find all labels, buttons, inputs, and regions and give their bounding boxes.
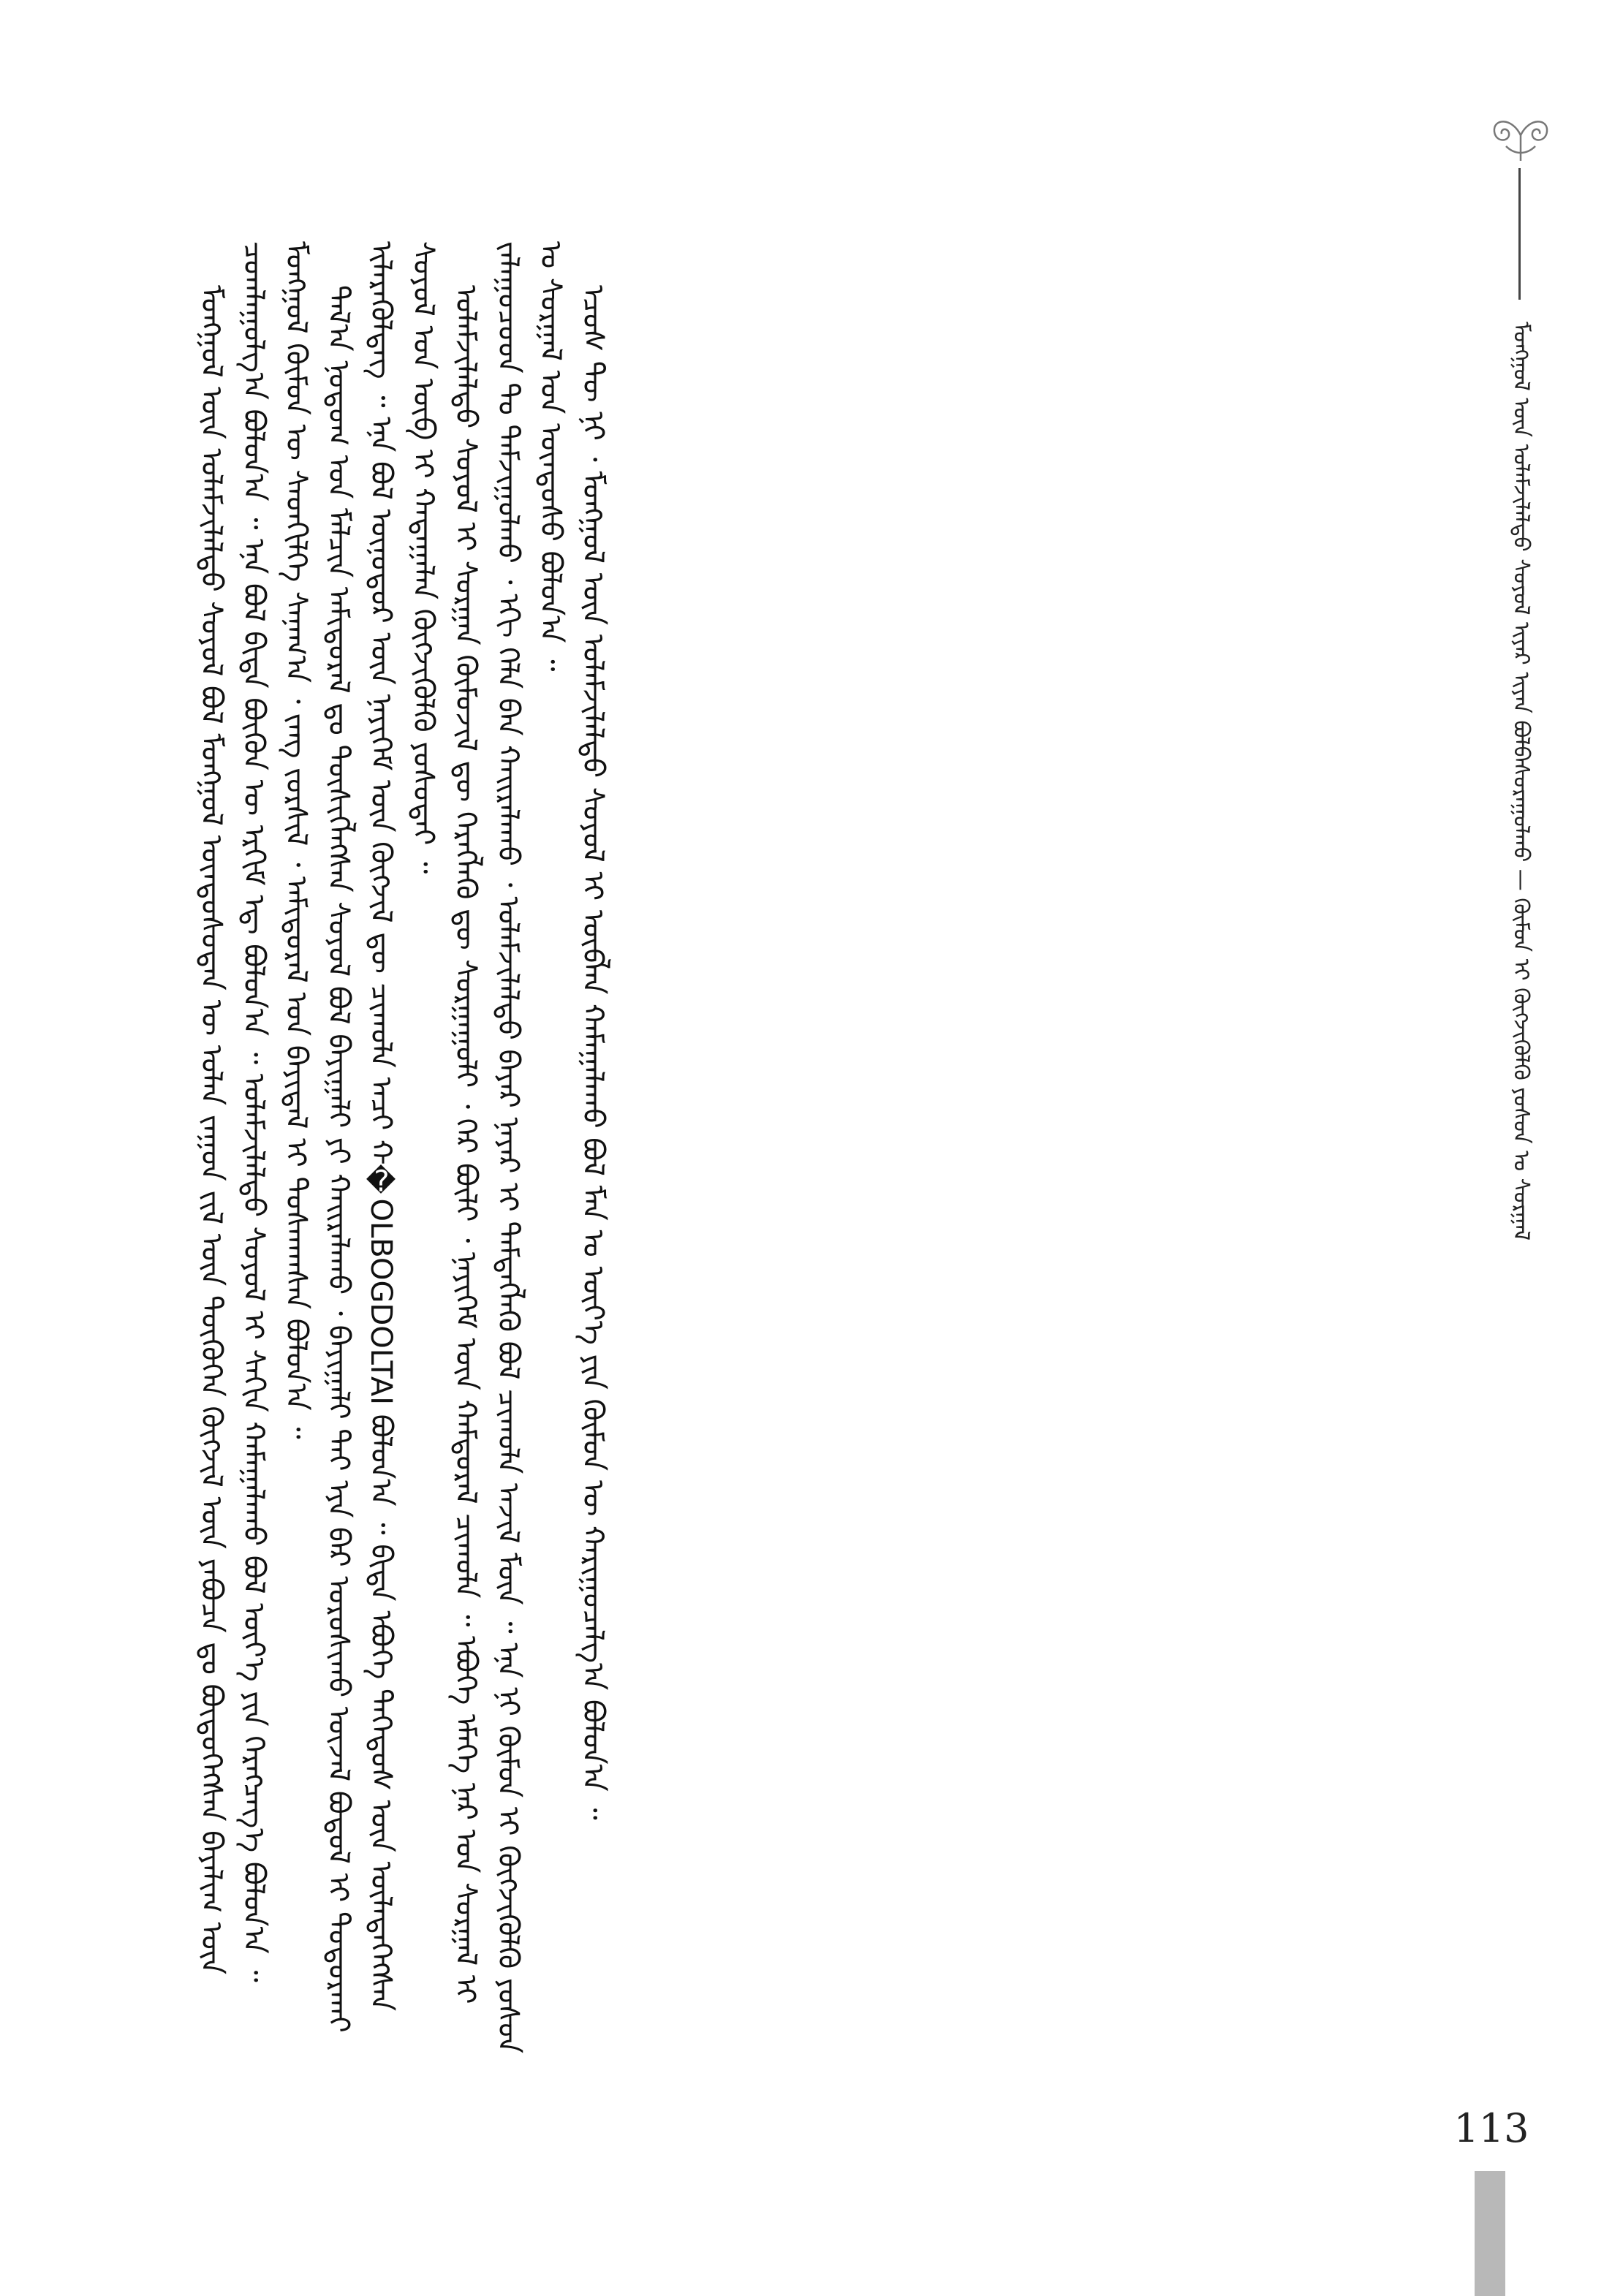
paragraph-1: ᠮᠣᠩᠭᠣᠯ ᠦᠨ ᠤᠯᠠᠮᠵᠢᠯᠠᠯᠲᠤ ᠰᠣᠶᠣᠯ ᠪᠣᠯ ᠮᠣᠩᠭᠣᠯ ᠦᠨᠳᠦᠰᠦᠲᠡᠨ ᠦ ᠣᠯᠠᠨ ᠵᠠᠭᠤᠨ ᠵᠢᠯ ᠦᠨ ᠲᠦᠭᠦᠬᠡᠨ ᠬᠥᠭᠵᠢᠯ ᠦᠨ ᠶᠠᠪᠤᠴᠠ ᠳᠤ ᠪᠦᠲᠦᠭᠡᠭᠰᠡᠨ ᠪᠠᠶᠠᠯᠢᠭ ᠦᠨ ᠴᠤᠭᠯᠠᠭᠤᠯᠭ᠎ᠠ ᠪᠣᠯᠤᠨ᠎ᠠ ᠃ ᠡᠨᠡ ᠪᠣᠯ ᠪᠢᠳᠡ ᠪᠦᠬᠦᠨ ᠦ ᠡᠷᠬᠢᠮ ᠡᠳ᠋ ᠪᠣᠯᠤᠨ᠎ᠠ ᠃ ᠤᠯᠠᠮᠵᠢᠯᠠᠯᠲᠤ ᠰᠣᠶᠣᠯ ᠢ ᠰᠠᠬᠢᠨ ᠬᠠᠮᠠᠭᠠᠯᠠᠬᠤ ᠪᠣᠯ ᠦᠶ᠎ᠡ ᠶᠢᠨ ᠬᠡᠷᠡᠭᠴᠡᠭ᠎ᠡ ᠪᠣᠯᠤᠨ᠎ᠠ ᠃ ᠮᠣᠩᠭᠣᠯ ᠬᠦᠮᠦᠨ ᠦ ᠰᠡᠳᠬᠢᠯᠭᠡ ᠰᠠᠨᠠᠭ᠎ᠠ ᠂ ᠵᠠᠩ ᠵᠤᠷᠰᠢᠯ ᠂ ᠠᠮᠢᠳᠤᠷᠠᠯ ᠤᠨ ᠪᠠᠶᠢᠳᠠᠯ ᠢ ᠲᠤᠰᠬᠠᠭᠰᠠᠨ ᠪᠣᠯᠤᠨ᠎ᠠ ᠃ (194, 241, 313, 1982)
paragraph-2: ᠲᠠᠯ᠎ᠠ ᠨᠤᠲᠤᠭ ᠤᠨ ᠮᠠᠯᠴᠢᠨ ᠠᠮᠢᠳᠤᠷᠠᠯ ᠳᠤ ᠲᠦᠰᠢᠭᠯᠡᠭᠰᠡᠨ ᠰᠣᠶᠣᠯ ᠪᠣᠯ ᠪᠠᠶᠢᠭᠠᠯᠢ ᠶᠢ ᠬᠠᠢᠷᠠᠯᠠᠬᠤ ᠂ ᠪᠠᠶᠢᠭᠠᠯᠢ ᠲᠠᠢ ᠡᠶᠡ ᠪᠡᠷ ᠣᠷᠣᠰᠢᠬᠤ ᠦᠵᠡᠯ ᠪᠣᠳᠤᠯ ᠢ ᠲᠤᠳᠤᠷᠬᠠᠢ ᠢᠯᠡᠷᠡᠭᠦᠯᠳᠡᠭ ᠃ ᠡᠨᠡ ᠪᠣᠯ ᠥᠨᠥᠳᠥᠷ ᠦᠨ ᠨᠡᠶᠢᠭᠡᠮ ᠦᠨ ᠬᠥᠭᠵᠢᠯ ᠳᠦ ᠴᠢᠬᠤᠯᠠ ᠠᠴᠢ ᠬ�OLBOGDOLTAI ᠪᠣᠯᠤᠨ᠎ᠠ ᠃ ᠪᠢᠳᠡ ᠡᠪᠦᠭᠡ ᠳᠡᠭᠡᠳᠦᠰ ᠦᠨ ᠦᠯᠡᠳᠡᠭᠡᠭᠰᠡᠨ ᠰᠣᠶᠣᠯ ᠤᠨ ᠥᠪ ᠢ ᠬᠠᠳᠠᠭᠠᠯᠠᠨ ᠬᠥᠭᠵᠢᠭᠦᠯᠬᠦ ᠶᠣᠰᠣᠲᠠᠢ ᠃ (322, 241, 440, 2033)
page-number: 113 (1453, 2105, 1529, 2151)
page-edge-tab (1475, 2171, 1505, 2296)
running-header (1477, 110, 1565, 1241)
main-text-block (190, 241, 1462, 2054)
paragraph-4: ᠡᠴᠦᠰ ᠲᠦ ᠨᠢ ᠂ ᠮᠣᠩᠭᠣᠯ ᠦᠨ ᠤᠯᠠᠮᠵᠢᠯᠠᠯᠲᠤ ᠰᠣᠶᠣᠯ ᠢ ᠥᠪᠯᠡᠨ ᠬᠠᠮᠠᠭᠠᠯᠠᠬᠤ ᠪᠣᠯ ᠮᠠᠨ ᠤ ᠦᠶ᠎ᠡ ᠶᠢᠨ ᠬᠦᠮᠦᠨ ᠦ ᠬᠠᠷᠢᠭᠤᠴᠠᠯᠭ᠎ᠠ ᠪᠣᠯᠤᠨ᠎ᠠ ᠃ (576, 285, 610, 1820)
header-title: ᠮᠣᠩᠭᠣᠯ ᠦᠨ ᠤᠯᠠᠮᠵᠢᠯᠠᠯᠲᠤ ᠰᠣᠶᠣᠯ ᠢᠶᠠᠷ ᠢᠶᠠᠨ ᠪᠣᠯᠪᠠᠰᠤᠷᠠᠭᠤᠯᠬᠤ — ᠬᠦᠮᠦᠨ ᠢ ᠬᠥᠭᠵᠢᠭᠦᠯᠬᠦ ᠶᠣᠰᠣᠨ ᠤ ᠰᠤᠷᠭᠠᠯ (1508, 322, 1534, 1241)
paragraph-3: ᠤᠯᠠᠮᠵᠢᠯᠠᠯᠲᠤ ᠰᠣᠶᠣᠯ ᠢ ᠰᠤᠷᠭᠠᠨ ᠬᠥᠮᠦᠵᠢᠯ ᠳᠦ ᠬᠡᠷᠡᠭᠯᠡᠬᠦ ᠳᠦ ᠰᠤᠷᠭᠠᠭᠤᠯᠢ ᠂ ᠭᠡᠷ ᠪᠦᠯᠢ ᠂ ᠨᠡᠶᠢᠭᠡᠮ ᠦᠨ ᠬᠠᠮᠲᠤᠷᠠᠯ ᠴᠢᠬᠤᠯᠠ ᠃ ᠡᠪᠦᠭᠡ ᠡᠮᠡᠭᠡ ᠨᠠᠷ ᠤᠨ ᠰᠤᠷᠭᠠᠯ ᠢ ᠵᠠᠯᠠᠭᠤᠴᠤᠳ ᠲᠤ ᠳᠠᠮᠵᠢᠭᠤᠯᠬᠤ ᠂ ᠡᠬᠢ ᠬᠡᠯᠡ ᠪᠡᠨ ᠬᠠᠢᠷᠠᠯᠠᠬᠤ ᠂ ᠤᠯᠠᠮᠵᠢᠯᠠᠯᠲᠤ ᠪᠠᠶᠠᠷ ᠨᠠᠶᠠᠷ ᠢ ᠲᠡᠮᠳᠡᠭᠯᠡᠬᠦ ᠪᠣᠯ ᠴᠢᠬᠤᠯᠠ ᠠᠵᠢᠯ ᠮᠥᠨ ᠃ ᠡᠨᠡ ᠨᠢ ᠬᠦᠮᠦᠨ ᠢ ᠬᠥᠭᠵᠢᠭᠦᠯᠬᠦ ᠶᠣᠰᠣᠨ ᠤ ᠰᠤᠷᠭᠠᠯ ᠤᠨ ᠦᠨᠳᠦᠰᠦ ᠪᠣᠯᠤᠨ᠎ᠠ ᠃ (449, 241, 567, 2054)
header-rule (1518, 168, 1521, 300)
flourish-ornament-icon (1477, 110, 1565, 161)
